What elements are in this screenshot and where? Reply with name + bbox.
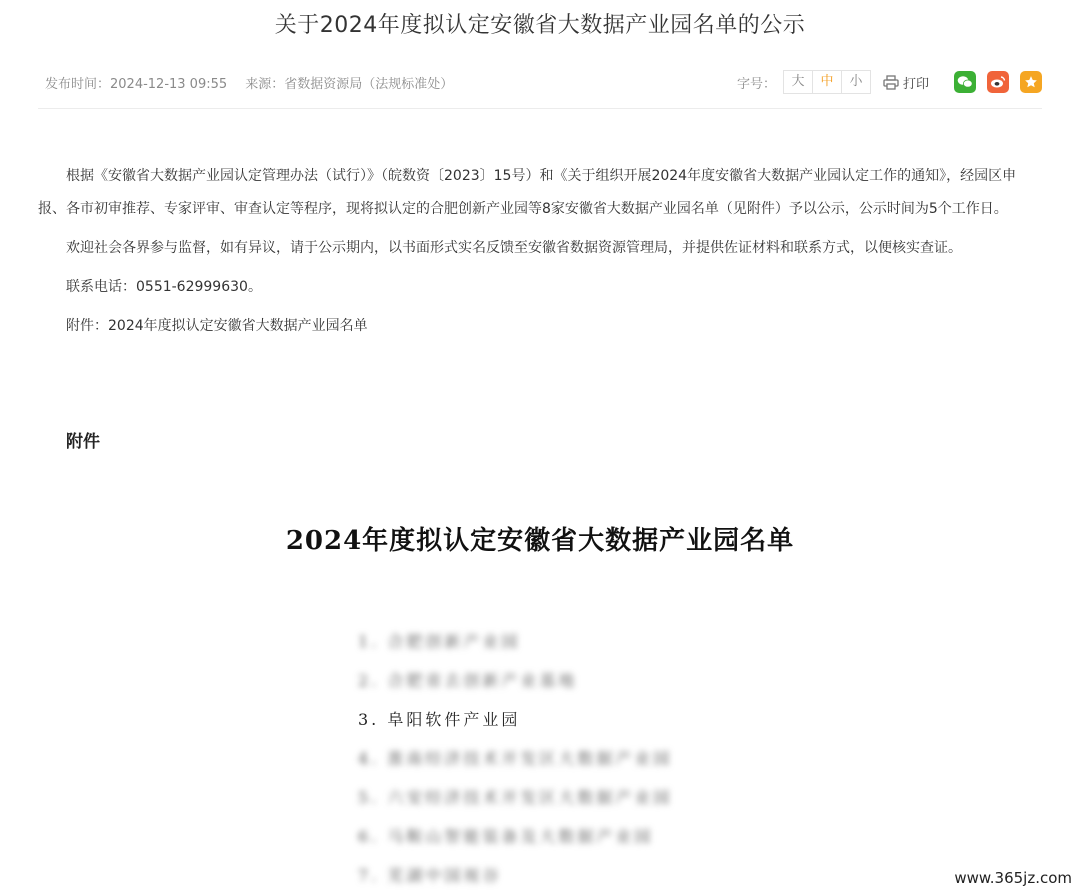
print-label: 打印 [902, 76, 929, 92]
header-divider [38, 108, 1042, 109]
body-paragraph: 根据《安徽省大数据产业园认定管理办法（试行）》（皖数资〔2023〕15号）和《关于组织开展2024年度安徽省大数据产业园认定工作的通知》，经园区申报、各市初审推荐、专家评审、审查认定等程序，现将拟认定的合肥创新产业园等8家安徽省大数据产业园名单（见附件）予以公示，公示时间为5个工作日。 [38, 168, 1017, 217]
attachment-note: 附件：2024年度拟认定安徽省大数据产业园名单 [66, 318, 368, 334]
site-watermark: www.365jz.com [950, 867, 1076, 889]
attachment-heading: 附件 [66, 432, 100, 452]
printer-icon [883, 75, 899, 90]
attachment-list-title: 2024年度拟认定安徽省大数据产业园名单 [285, 526, 795, 556]
article-source: 来源：省数据资源局（法规标准处） [245, 77, 454, 92]
font-size-small-button[interactable]: 小 [841, 70, 871, 94]
article-meta [45, 73, 467, 92]
weibo-icon[interactable] [987, 71, 1009, 93]
publish-time: 发布时间：2024-12-13 09:55 [45, 77, 228, 92]
contact-phone: 联系电话：0551-62999630。 [66, 279, 262, 295]
font-size-large-button[interactable]: 大 [783, 70, 813, 94]
list-item: 2. 合肥省去创新产业基地 [358, 671, 578, 690]
list-item: 1. 合肥创新产业园 [358, 632, 521, 651]
wechat-icon[interactable] [954, 71, 976, 93]
list-item: 6. 马鞍山智能装备及大数据产业园 [358, 827, 654, 846]
list-item: 4. 淮南经济技术开发区大数据产业园 [358, 749, 673, 768]
industrial-park-list [358, 622, 672, 895]
body-paragraph: 欢迎社会各界参与监督，如有异议，请于公示期内，以书面形式实名反馈至安徽省数据资源管理局，并提供佐证材料和联系方式，以便核实查证。 [66, 240, 962, 256]
list-item: 7. 芜湖中国视谷 [358, 866, 502, 885]
list-item: 5. 六安经济技术开发区大数据产业园 [358, 788, 673, 807]
list-item: 3. 阜阳软件产业园 [358, 710, 521, 729]
article-toolbar [737, 69, 1042, 95]
font-size-medium-button[interactable]: 中 [812, 70, 842, 94]
font-size-switcher [784, 70, 871, 94]
favorite-star-icon[interactable] [1020, 71, 1042, 93]
article-body [38, 160, 1044, 349]
font-size-label: 字号： [736, 76, 776, 92]
print-button[interactable] [883, 73, 929, 92]
article-title: 关于2024年度拟认定安徽省大数据产业园名单的公示 [274, 13, 806, 38]
